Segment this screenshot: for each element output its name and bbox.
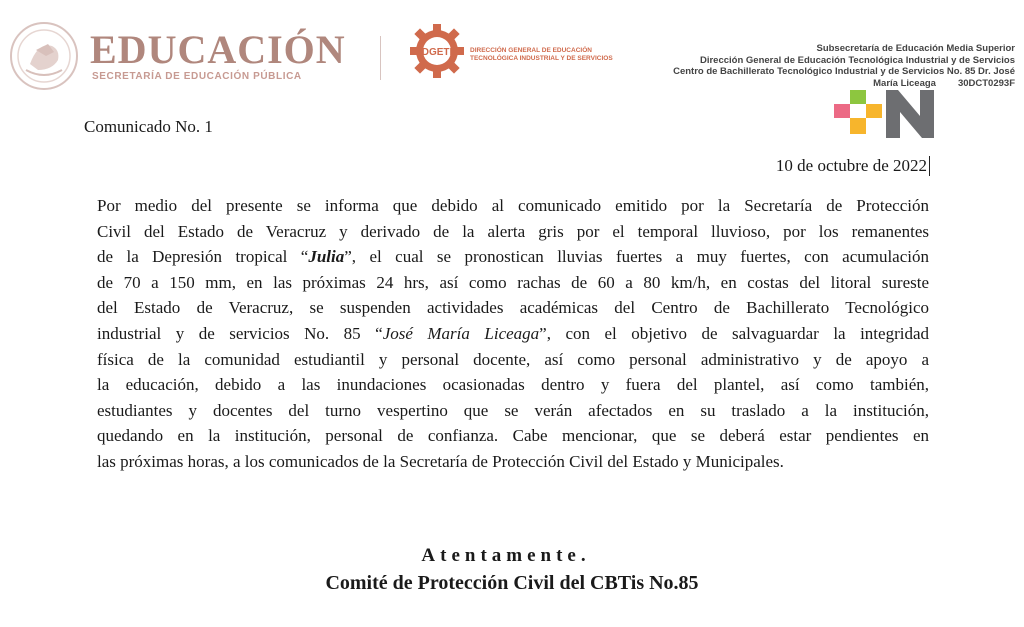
educacion-logo-title: EDUCACIÓN [90,27,346,72]
body-line [97,219,929,245]
educacion-logo-subtitle: SECRETARÍA DE EDUCACIÓN PÚBLICA [92,71,302,82]
dgeti-logo-text: DGETI [421,47,453,58]
info-line-2: Dirección General de Educación Tecnológica Industrial y de Servicios [699,54,1015,66]
body-line [97,193,929,219]
institution-info [673,43,1015,89]
body-emphasis: Julia [308,247,345,267]
body-text-segment: Civil del Estado de Veracruz y derivado de la alerta gris por el temporal lluvioso, por los remanentes [97,221,929,241]
dgeti-line-1: DIRECCIÓN GENERAL DE EDUCACIÓN [470,47,592,54]
dgeti-line-2: TECNOLÓGICA INDUSTRIAL Y DE SERVICIOS [470,55,613,62]
document-title: Comunicado No. 1 [84,117,213,136]
body-text-segment: quedando en la institución, personal de confianza. Cabe mencionar, que se deberá estar pendientes en [97,426,929,446]
body-line [97,423,929,449]
body-text-segment: ”, el cual se pronostican lluvias fuertes a muy fuertes, con acumulación [344,247,929,267]
body-text-segment: las próximas horas, a los comunicados de la Secretaría de Protección Civil del Estado y Municipales. [97,451,784,471]
body-text-segment: Por medio del presente se informa que debido al comunicado emitido por la Secretaría de Protección [97,196,929,215]
body-line [97,398,929,424]
body-text-segment: estudiantes y docentes del turno vespertino que se verán afectados en su traslado a la institución, [97,400,929,420]
dgeti-name [470,47,613,63]
document-date: 10 de octubre de 2022 [776,156,930,176]
body-text-segment: del Estado de Veracruz, se suspenden actividades académicas del Centro de Bachillerato Tecnológico [97,298,929,318]
mas-noticias-watermark-icon [834,90,936,138]
info-school-name: María Liceaga [873,77,936,89]
body-line [97,321,929,347]
mexico-seal-icon [8,20,80,92]
signature: Comité de Protección Civil del CBTis No.85 [325,572,699,594]
dgeti-gear-icon [408,22,466,80]
body-text-segment: la educación, debido a las inundaciones ocasionadas dentro y fuera del plantel, así como también, [97,375,929,395]
closing: Atentamente. [421,545,591,566]
document-body [97,193,929,475]
body-line [97,244,929,270]
info-line-4 [673,78,1015,90]
body-emphasis: José María Liceaga [382,323,540,343]
body-text-segment: de la Depresión tropical “ [97,247,309,267]
body-text-segment: de 70 a 150 mm, en las próximas 24 hrs, así como rachas de 60 a 80 km/h, en costas del litoral sureste [97,272,929,292]
body-text-segment: física de la comunidad estudiantil y personal docente, así como personal administrativo y de apoyo a [97,349,929,369]
body-line [97,347,929,373]
body-line [97,372,929,398]
info-line-3: Centro de Bachillerato Tecnológico Industrial y de Servicios No. 85 Dr. José [673,66,1015,77]
body-text-segment: ”, con el objetivo de salvaguardar la integridad [539,323,930,343]
info-school-code: 30DCT0293F [957,77,1015,89]
body-line [97,270,929,296]
header-divider [380,36,381,80]
body-text-segment: industrial y de servicios No. 85 “ [97,323,383,343]
body-line [97,295,929,321]
body-line [97,449,929,475]
info-line-1: Subsecretaría de Educación Media Superior [816,43,1015,54]
